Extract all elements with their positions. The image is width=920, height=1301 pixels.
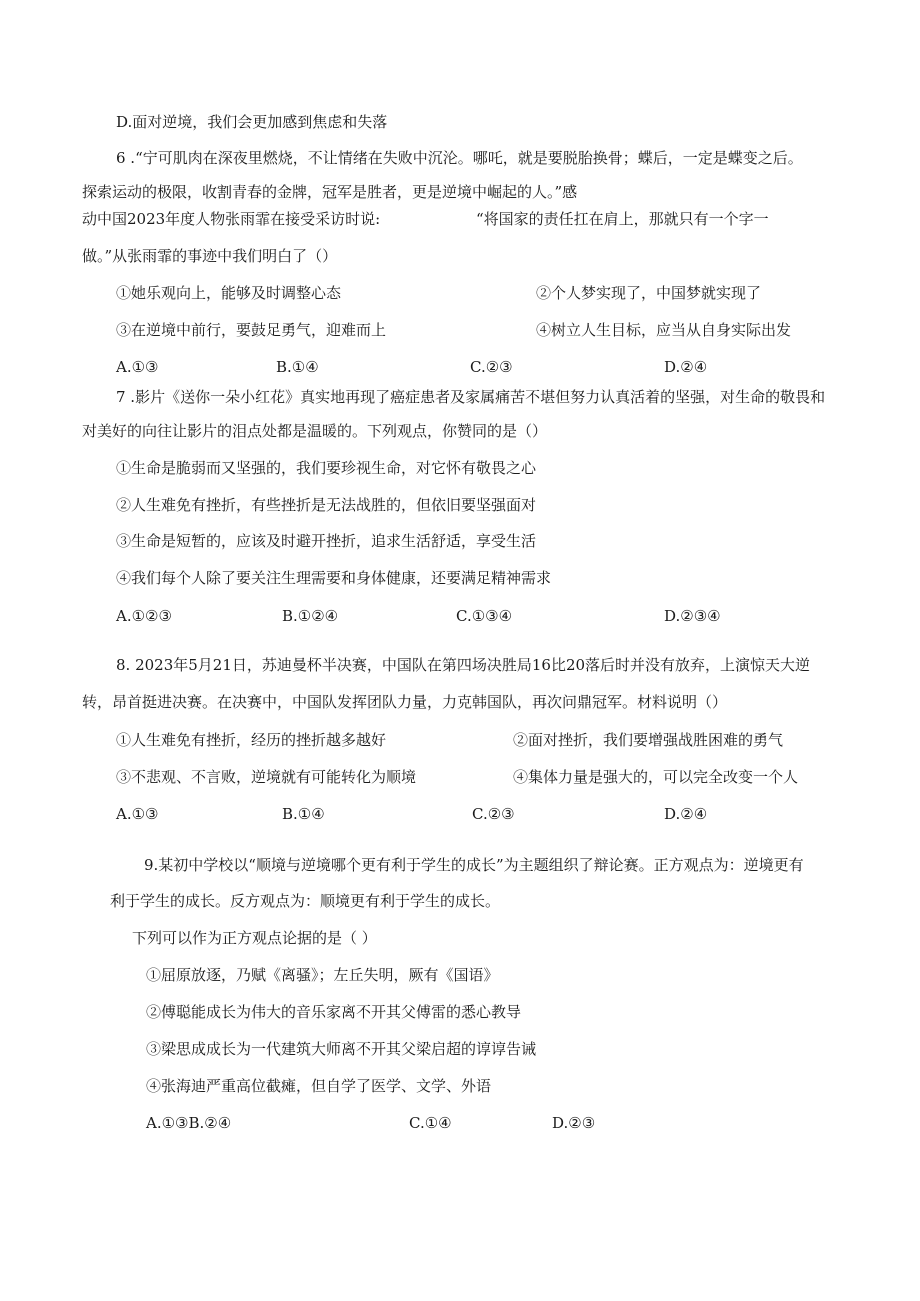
- q6-stem-line-4: 做。”从张雨霏的事迹中我们明白了（）: [82, 247, 338, 265]
- q9-stem-line-1: 9.某初中学校以“顺境与逆境哪个更有利于学生的成长”为主题组织了辩论赛。正方观点为：逆境更有: [144, 856, 804, 874]
- q7-option-d: D.②③④: [664, 607, 721, 625]
- q6-option-b: B.①④: [276, 358, 319, 376]
- q5-option-d: D.面对逆境，我们会更加感到焦虑和失落: [116, 113, 388, 131]
- q6-stem-line-3a: 动中国2023年度人物张雨霏在接受采访时说:: [82, 210, 381, 228]
- q9-item-1: ①屈原放逐，乃赋《离骚》；左丘失明，厥有《国语》: [146, 966, 499, 984]
- q6-stem-line-3b: “将国家的责任扛在肩上，那就只有一个字一: [476, 210, 769, 228]
- q7-item-3: ③生命是短暂的，应该及时避开挫折，追求生活舒适，享受生活: [116, 532, 537, 550]
- q7-option-b: B.①②④: [282, 607, 339, 625]
- q8-option-d: D.②④: [664, 805, 708, 823]
- q8-stem-line-2: 转，昂首挺进决赛。在决赛中，中国队发挥团队力量，力克韩国队，再次问鼎冠军。材料说明（）: [82, 693, 728, 711]
- q6-option-c: C.②③: [470, 358, 513, 376]
- q7-stem-line-2: 对美好的向往让影片的泪点处都是温暖的。下列观点，你赞同的是（）: [82, 422, 548, 440]
- q6-stem-line-1: 6 .“宁可肌肉在深夜里燃烧，不让情绪在失败中沉沦。哪吒，就是要脱胎换骨；蝶后，一定是蝶变之后。: [116, 149, 803, 167]
- q8-option-b: B.①④: [282, 805, 325, 823]
- q6-item-3: ③在逆境中前行，要鼓足勇气，迎难而上: [116, 321, 387, 339]
- q7-option-a: A.①②③: [116, 607, 172, 625]
- q9-stem-line-2: 利于学生的成长。反方观点为：顺境更有利于学生的成长。: [110, 892, 501, 910]
- q9-item-2: ②傅聪能成长为伟大的音乐家离不开其父傅雷的悉心教导: [146, 1003, 522, 1021]
- q7-item-2: ②人生难免有挫折，有些挫折是无法战胜的，但依旧要坚强面对: [116, 496, 537, 514]
- q8-stem-line-1: 8. 2023年5月21日，苏迪曼杯半决赛，中国队在第四场决胜局16比20落后时并没有放弃，上演惊天大逆: [116, 656, 811, 674]
- q9-stem-line-3: 下列可以作为正方观点论据的是（ ）: [132, 929, 377, 947]
- q9-item-3: ③梁思成成长为一代建筑大师离不开其父梁启超的谆谆告诫: [146, 1040, 537, 1058]
- q7-stem-line-1: 7 .影片《送你一朵小红花》真实地再现了癌症患者及家属痛苦不堪但努力认真活着的坚强，对生命的敬畏和: [116, 388, 826, 406]
- q9-item-4: ④张海迪严重高位截瘫，但自学了医学、文学、外语: [146, 1077, 492, 1095]
- q6-option-d: D.②④: [664, 358, 708, 376]
- q9-option-c: C.①④: [409, 1114, 452, 1132]
- q8-item-1: ①人生难免有挫折，经历的挫折越多越好: [116, 731, 387, 749]
- q9-option-d: D.②③: [552, 1114, 596, 1132]
- q8-option-a: A.①③: [116, 805, 159, 823]
- q8-item-3: ③不悲观、不言败，逆境就有可能转化为顺境: [116, 768, 417, 786]
- q8-option-c: C.②③: [472, 805, 515, 823]
- q7-option-c: C.①③④: [456, 607, 513, 625]
- q6-stem-line-2: 探索运动的极限，收割青春的金牌，冠军是胜者，更是逆境中崛起的人。”感: [82, 183, 578, 201]
- q6-item-2: ②个人梦实现了，中国梦就实现了: [536, 284, 762, 302]
- q6-item-1: ①她乐观向上，能够及时调整心态: [116, 284, 342, 302]
- q7-item-4: ④我们每个人除了要关注生理需要和身体健康，还要满足精神需求: [116, 569, 552, 587]
- q7-item-1: ①生命是脆弱而又坚强的，我们要珍视生命，对它怀有敬畏之心: [116, 459, 537, 477]
- q6-option-a: A.①③: [116, 358, 159, 376]
- q6-item-4: ④树立人生目标，应当从自身实际出发: [536, 321, 792, 339]
- q8-item-2: ②面对挫折，我们要增强战胜困难的勇气: [513, 731, 784, 749]
- q8-item-4: ④集体力量是强大的，可以完全改变一个人: [513, 768, 799, 786]
- q9-option-ab: A.①③B.②④: [146, 1114, 232, 1132]
